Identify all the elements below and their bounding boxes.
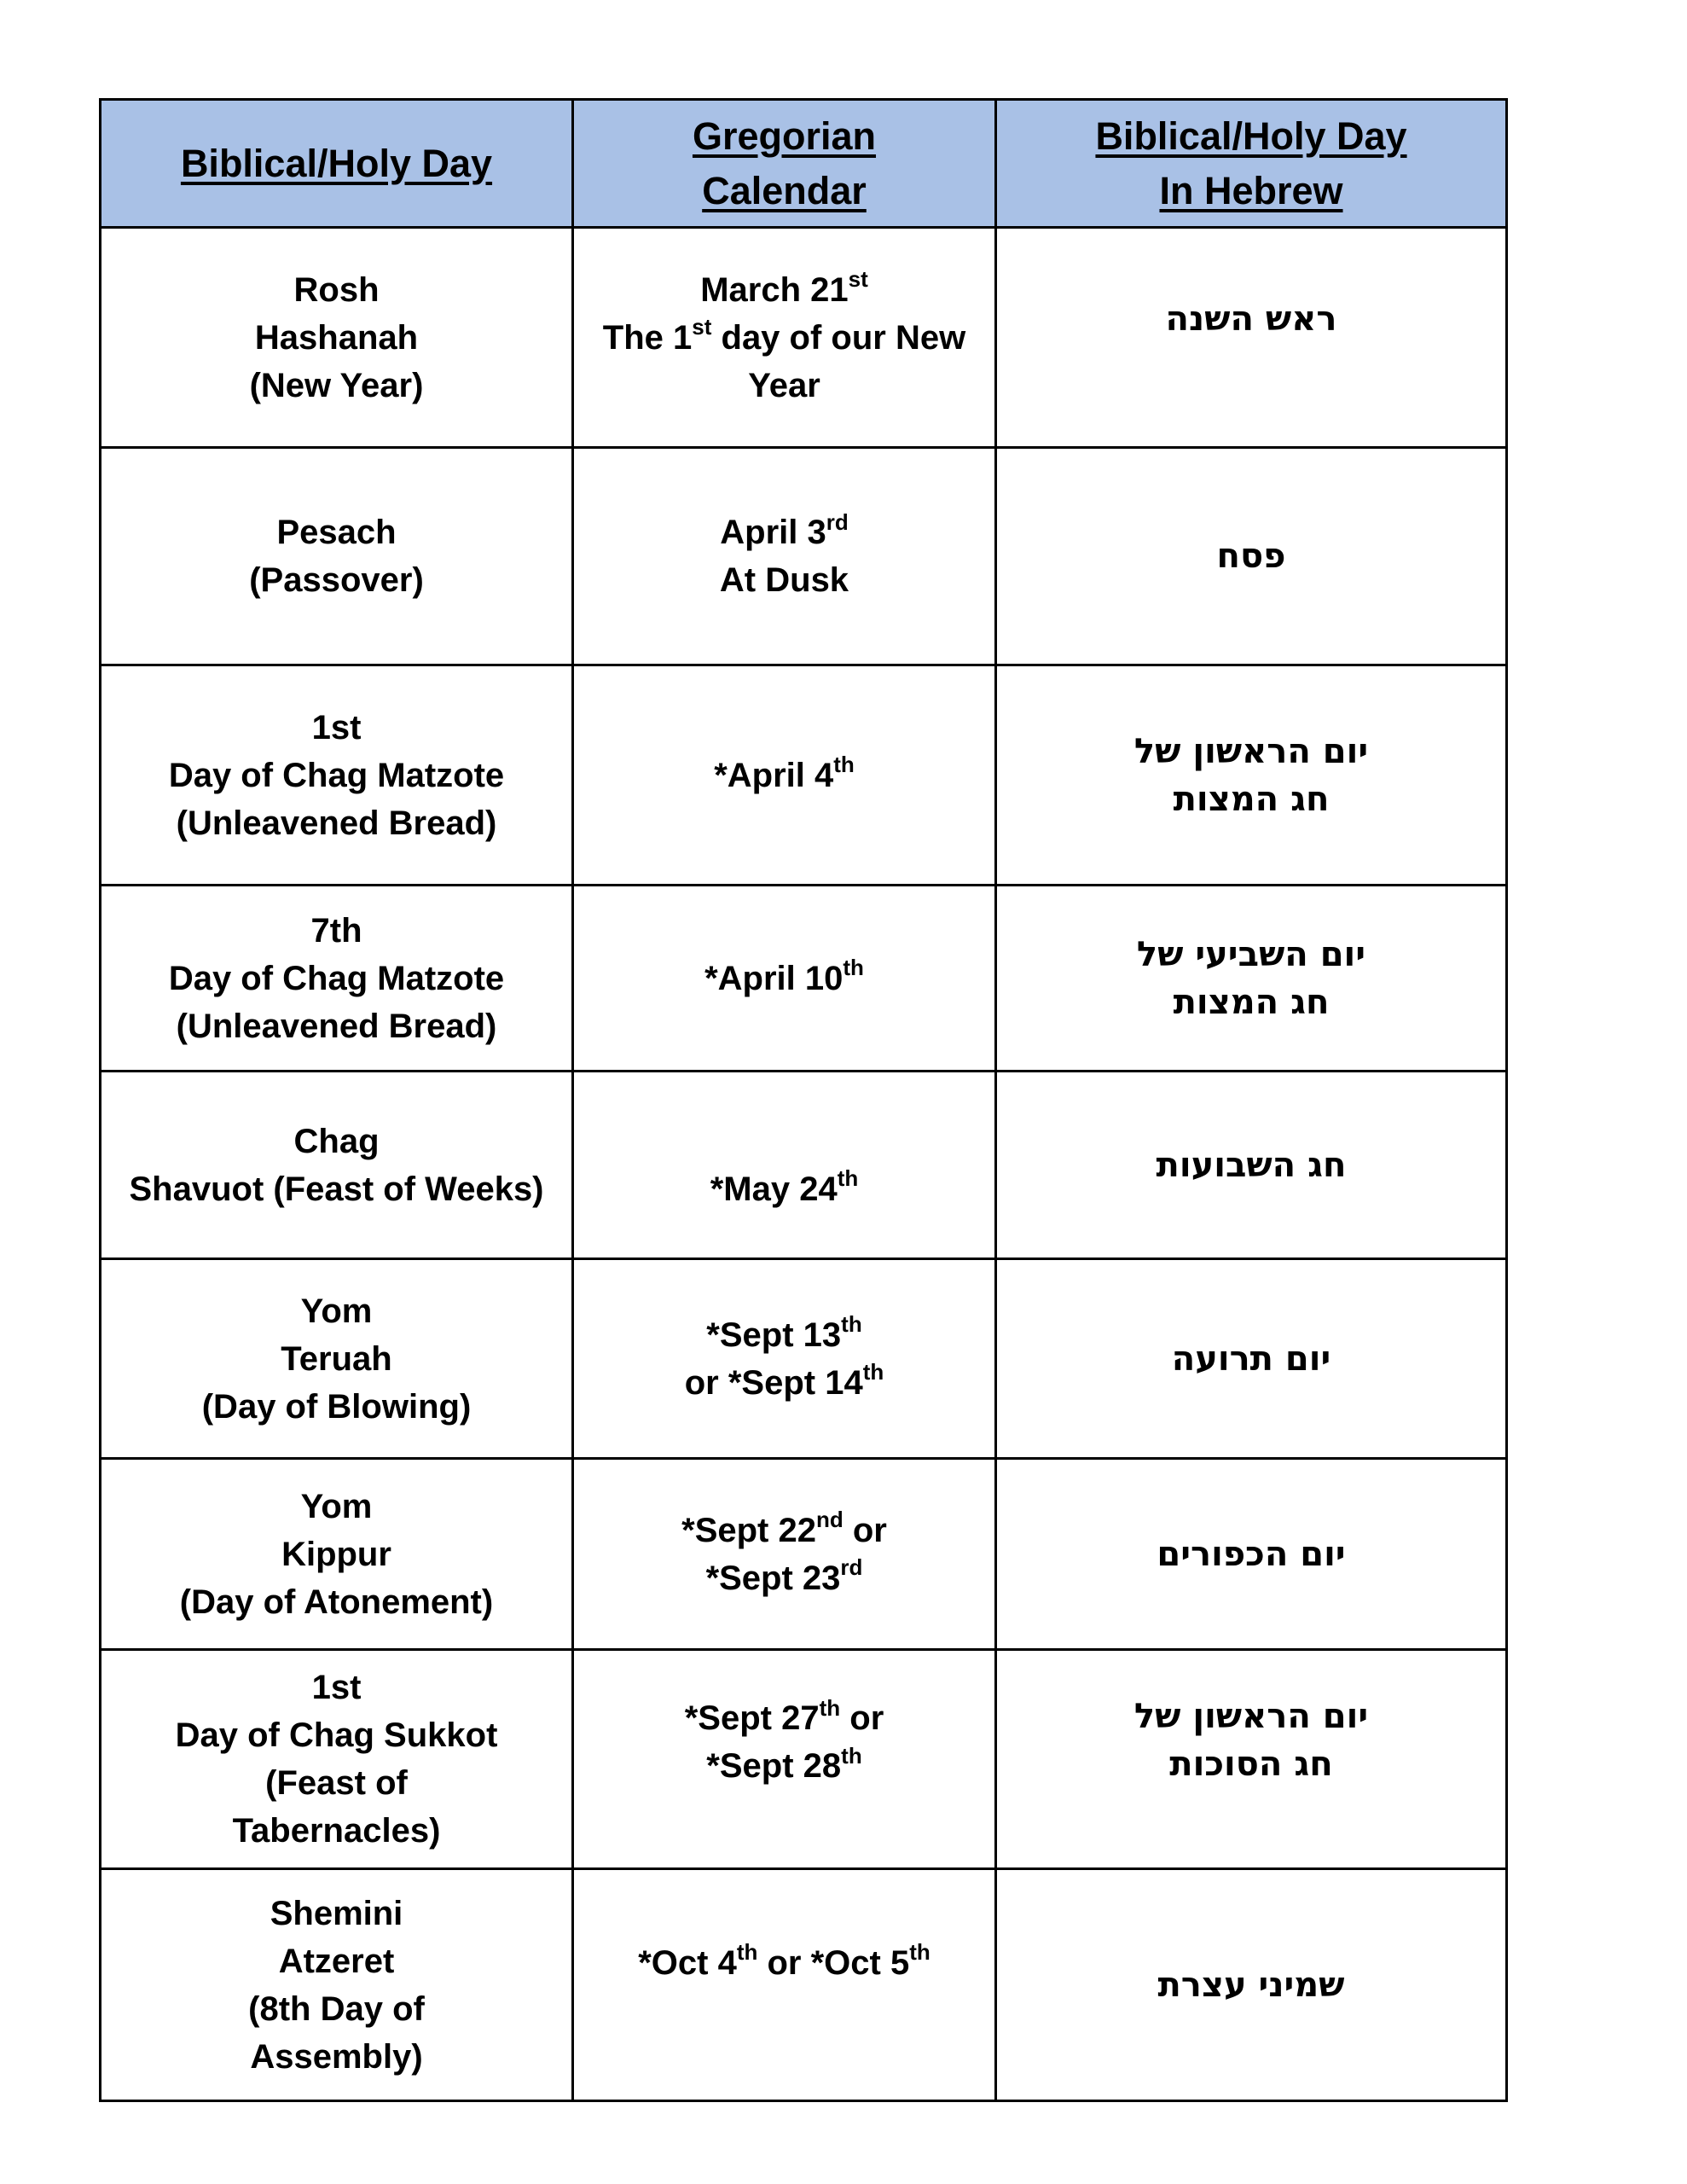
day-line: Shavuot (Feast of Weeks) (129, 1170, 544, 1208)
gregorian-line: At Dusk (719, 561, 849, 599)
gregorian-cell (573, 886, 996, 1072)
day-line: Assembly) (250, 2037, 423, 2076)
gregorian-line: *Sept 13th (706, 1311, 862, 1354)
gregorian-cell (573, 1650, 996, 1869)
day-line: Rosh (293, 270, 380, 309)
header-hebrew-line1: Biblical/Holy Day (1095, 113, 1407, 158)
table-row (101, 1259, 1507, 1459)
gregorian-line: *April 10th (704, 955, 864, 997)
day-line: Teruah (281, 1339, 392, 1378)
table-row (101, 886, 1507, 1072)
hebrew-cell (996, 228, 1507, 448)
day-line: Hashanah (254, 318, 419, 357)
hebrew-line: שמיני עצרת (1157, 1965, 1345, 2005)
table-row (101, 228, 1507, 448)
day-line: (Unleavened Bread) (176, 1007, 497, 1045)
day-cell (101, 1259, 573, 1459)
day-line: (Passover) (249, 561, 424, 599)
gregorian-line: *Sept 23rd (705, 1554, 863, 1597)
gregorian-line: The 1st day of our New (602, 314, 966, 357)
day-line: Shemini (270, 1894, 403, 1932)
day-line: 7th (310, 911, 362, 950)
header-biblical-day (101, 100, 573, 228)
gregorian-cell (573, 1072, 996, 1259)
day-cell (101, 1650, 573, 1869)
day-line: 1st (311, 1669, 362, 1706)
table-row (101, 1459, 1507, 1650)
hebrew-line: יום תרועה (1171, 1339, 1331, 1379)
day-line: 1st (311, 708, 362, 746)
header-gregorian (573, 100, 996, 228)
day-cell (101, 228, 573, 448)
day-line: Atzeret (278, 1942, 395, 1980)
hebrew-line: יום הראשון של (1133, 731, 1369, 771)
gregorian-cell (573, 1459, 996, 1650)
day-line: Day of Chag Sukkot (175, 1716, 498, 1754)
gregorian-line: *April 4th (714, 752, 855, 794)
day-line: Tabernacles) (232, 1812, 441, 1850)
hebrew-cell (996, 448, 1507, 665)
hebrew-line: יום הראשון של (1133, 1697, 1369, 1736)
hebrew-cell (996, 1072, 1507, 1259)
day-line: (Day of Blowing) (201, 1387, 472, 1426)
gregorian-line: Year (748, 366, 820, 404)
hebrew-cell (996, 1650, 1507, 1869)
hebrew-line: יום השביעי של (1136, 934, 1366, 974)
table-row (101, 1072, 1507, 1259)
day-cell (101, 1869, 573, 2101)
gregorian-cell (573, 448, 996, 665)
day-line: Yom (300, 1292, 373, 1330)
day-line: (Feast of (265, 1764, 408, 1802)
table-row (101, 1650, 1507, 1869)
day-line: (Unleavened Bread) (176, 804, 497, 842)
hebrew-cell (996, 1459, 1507, 1650)
gregorian-line: March 21st (700, 266, 868, 309)
table-row (101, 665, 1507, 886)
gregorian-line: *Sept 28th (706, 1742, 862, 1785)
gregorian-cell (573, 1259, 996, 1459)
day-line: Day of Chag Matzote (168, 756, 505, 794)
table-header-row (101, 100, 1507, 228)
table-row (101, 1869, 1507, 2101)
gregorian-line: *Sept 22nd or (681, 1507, 887, 1549)
gregorian-cell (573, 228, 996, 448)
day-cell (101, 1459, 573, 1650)
day-line: (8th Day of (248, 1989, 425, 2028)
gregorian-line: *Oct 4th or *Oct 5th (638, 1939, 930, 1982)
day-line: Chag (293, 1122, 380, 1160)
hebrew-line: חג השבועות (1156, 1145, 1347, 1185)
header-hebrew (996, 100, 1507, 228)
hebrew-cell (996, 1869, 1507, 2101)
day-line: Pesach (276, 514, 397, 551)
day-cell (101, 665, 573, 886)
gregorian-line: *Sept 27th or (684, 1694, 884, 1737)
day-cell (101, 1072, 573, 1259)
hebrew-line: יום הכפורים (1157, 1534, 1346, 1574)
day-line: Kippur (281, 1535, 391, 1573)
day-line: (New Year) (249, 366, 424, 404)
hebrew-cell (996, 886, 1507, 1072)
hebrew-line: חג הסוכות (1169, 1745, 1333, 1784)
gregorian-cell (573, 1869, 996, 2101)
gregorian-cell (573, 665, 996, 886)
hebrew-line: חג המצות (1173, 779, 1330, 819)
header-gregorian-line1: Gregorian (692, 113, 877, 158)
header-biblical-day-label: Biblical/Holy Day (180, 141, 493, 185)
hebrew-line: ראש השנה (1165, 299, 1337, 339)
holy-days-table (99, 98, 1508, 2102)
header-hebrew-line2: In Hebrew (1159, 168, 1343, 212)
gregorian-line: *May 24th (710, 1165, 859, 1208)
header-gregorian-line2: Calendar (702, 168, 867, 212)
day-line: Yom (300, 1487, 373, 1525)
day-cell (101, 448, 573, 665)
day-line: Day of Chag Matzote (168, 959, 505, 997)
gregorian-line: or *Sept 14th (684, 1359, 884, 1402)
hebrew-cell (996, 1259, 1507, 1459)
day-line: (Day of Atonement) (179, 1583, 494, 1621)
table-row (101, 448, 1507, 665)
hebrew-line: חג המצות (1173, 982, 1330, 1022)
gregorian-line: April 3rd (720, 508, 849, 551)
day-cell (101, 886, 573, 1072)
hebrew-line: פסח (1216, 537, 1286, 576)
hebrew-cell (996, 665, 1507, 886)
